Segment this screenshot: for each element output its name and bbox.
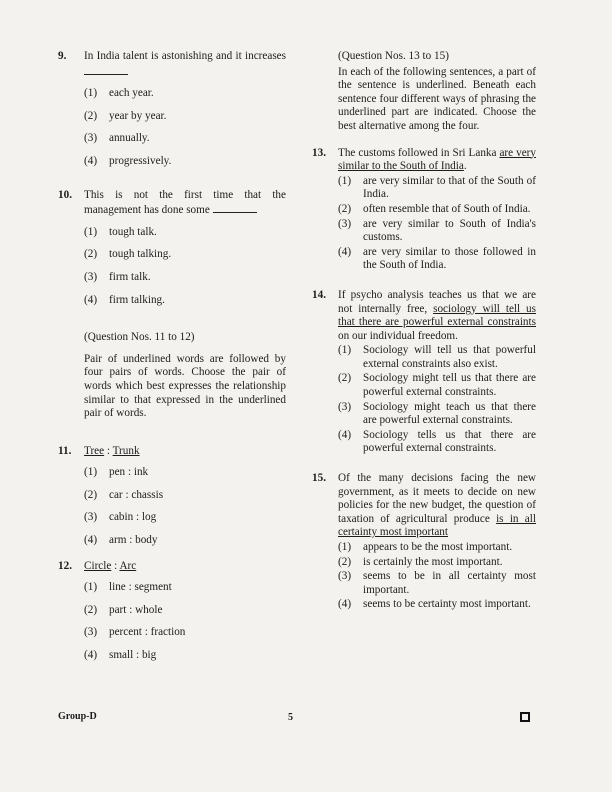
underlined-word: Trunk [112,444,140,457]
option: (2) part : whole [84,603,163,616]
option: (1) appears to be the most important. [338,541,513,553]
section-header: (Question Nos. 13 to 15) [338,50,449,62]
option: (1) each year. [84,87,154,100]
right-column [312,50,536,612]
question-11: 11. Tree : Trunk (1) pen : ink (2) car : chassis (3) cabin : log (4) arm : body [58,445,286,548]
question-14: 14. If psycho analysis teaches us that we are not internally free, sociology will tell us that there are powerful external constraints on our individual freedom. (1) Sociology will tell us that powerful external constraints also exist. (2) Sociology might tell us that there are powerful external constraints. (3) Sociology might teach us that there are powerful external constraints. (4) Sociology tells us that there are powerful external constraints. [312,288,536,455]
question-number: 13. [312,146,326,159]
option: (3) cabin : log [84,511,157,524]
question-number: 10. [58,188,72,201]
answer-blank [84,64,128,75]
question-13: 13. The customs followed in Sri Lanka are very similar to the South of India. (1) are very similar to that of the South of India. (2) often resemble that of South of India. (3) are very similar to South of India's customs. (4) are very similar to those followed in the South of India. [312,146,536,272]
options [338,175,536,273]
option: (1) tough talk. [84,225,157,238]
section-header: (Question Nos. 11 to 12) [84,331,195,344]
option: (1) Sociology will tell us that powerful external constraints also exist. [338,344,536,370]
question-15: 15. Of the many decisions facing the new government, as it meets to decide on new policies for the new budget, the question of taxation of agricultural produce is in all certainty most important (1) appears to be the most important. (2) is certainly the most important. (3) seems to be in all certainty most important. (4) seems to be certainty most important. [312,472,536,611]
section-13-15 [312,50,536,134]
option: (4) small : big [84,649,157,662]
options [84,466,286,547]
question-number: 9. [58,50,67,62]
underlined-word: Tree [84,444,105,457]
underlined-part: sociology will tell us that there are powerful external constraints [338,302,536,329]
option: (4) firm talking. [84,293,165,306]
option: (1) line : segment [84,581,172,594]
question-number: 12. [58,559,72,572]
option: (1) pen : ink [84,466,149,479]
option: (3) seems to be in all certainty most important. [338,570,536,596]
underlined-part: are very similar to the South of India [338,146,536,173]
page-number: 5 [288,712,293,723]
question-number: 11. [58,444,72,457]
option: (4) progressively. [84,154,172,167]
underlined-word: Arc [119,559,137,572]
option: (4) are very similar to those followed in the South of India. [338,245,536,272]
answer-blank [213,202,257,213]
section-11-12 [58,331,286,421]
option: (3) firm talk. [84,270,151,283]
option: (3) percent : fraction [84,626,186,639]
underlined-word: Circle [84,559,112,572]
options [338,344,536,456]
option: (2) often resemble that of South of India. [338,202,531,215]
option: (4) Sociology tells us that there are powerful external constraints. [338,428,536,455]
question-9 [58,50,286,169]
option: (3) Sociology might teach us that there are powerful external constraints. [338,400,536,427]
options [84,581,286,662]
option: (4) arm : body [84,534,158,547]
group-label: Group-D [58,711,97,722]
option: (2) year by year. [84,109,167,122]
question-number: 14. [312,288,326,301]
option: (2) is certainly the most important. [338,555,503,568]
section-instructions: Pair of underlined words are followed by four pairs of words. Choose the pair of words which best expresses the relationship similar to that expressed in the underlined pair of words. [84,352,286,420]
question-12: 12. Circle : Arc (1) line : segment (2) part : whole (3) percent : fraction (4) small : big [58,560,286,663]
option: (4) seems to be certainty most important. [338,598,531,611]
options [338,541,536,612]
section-instructions: In each of the following sentences, a part of the sentence is underlined. Beneath each sentence four different ways of phrasing the underlined part are indicated. Choose the best alternative among the four. [338,65,536,132]
square-mark-icon [520,712,530,722]
option: (2) tough talking. [84,248,172,261]
question-stem: This is not the first time that the management has done some [84,188,286,217]
option: (2) Sociology might tell us that there are powerful external constraints. [338,372,536,399]
options [84,87,286,168]
question-10 [58,189,286,308]
options [84,226,286,307]
question-stem: In India talent is astonishing and it increases [84,50,286,62]
question-number: 15. [312,472,326,485]
underlined-part: is in all certainty most important [338,512,536,539]
option: (1) are very similar to that of the South of India. [338,174,536,201]
option: (2) car : chassis [84,488,164,501]
option: (3) are very similar to South of India's customs. [338,217,536,244]
left-column [58,50,286,672]
option: (3) annually. [84,132,150,145]
